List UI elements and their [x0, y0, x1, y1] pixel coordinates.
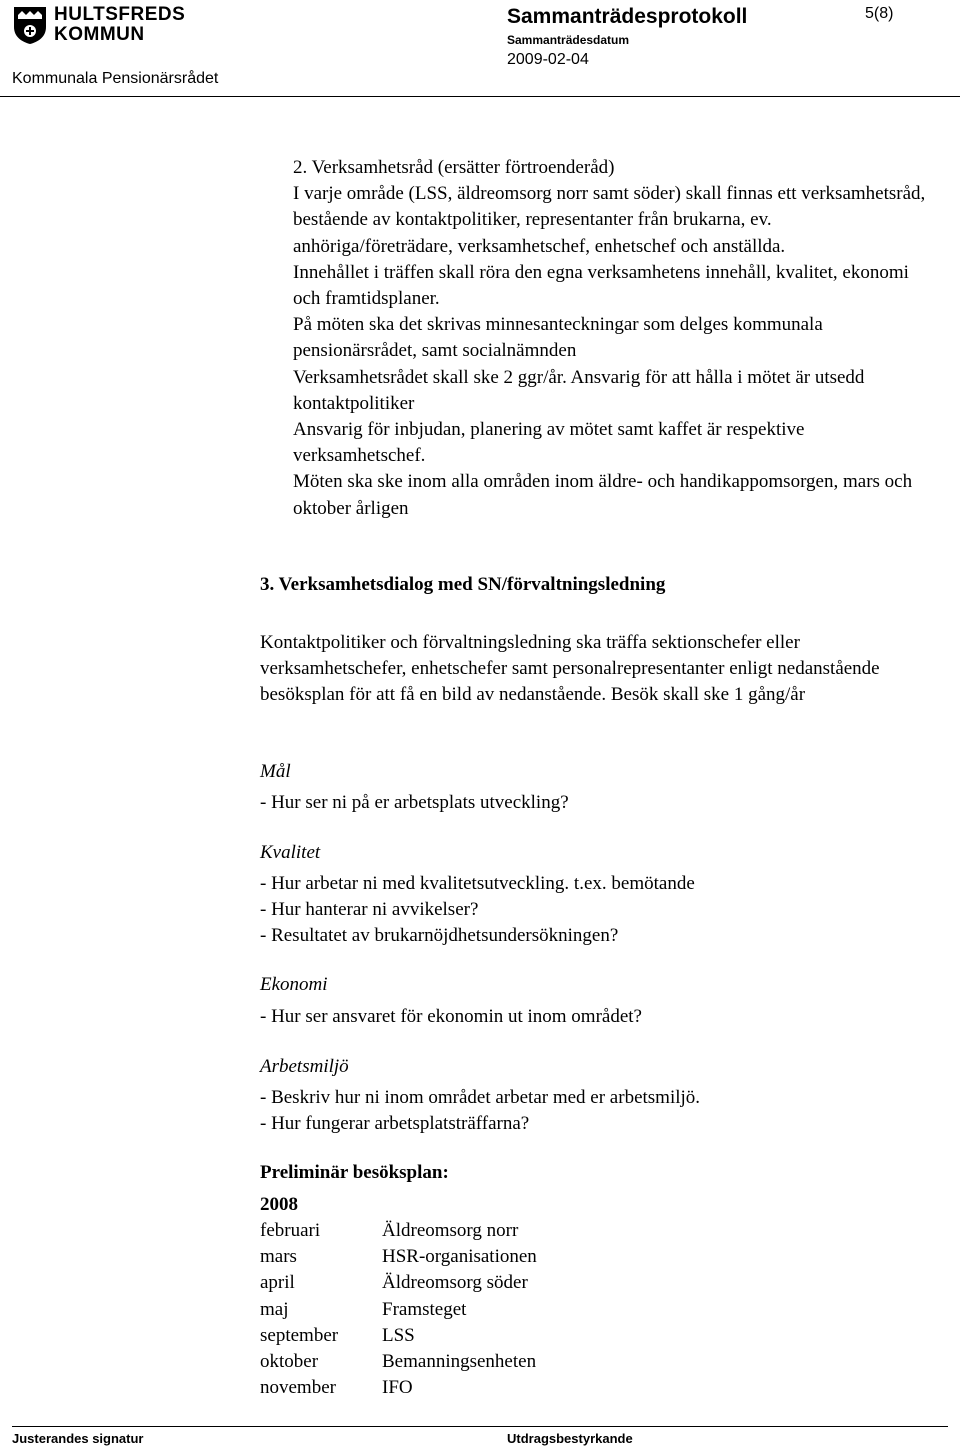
plan-unit: LSS — [382, 1324, 415, 1346]
item-2-line: På möten ska det skrivas minnesanteckningar som delges kommunala pensionärsrådet, samt socialnämnden — [293, 314, 823, 362]
section-3-heading: 3. Verksamhetsdialog med SN/förvaltningsledning — [260, 574, 666, 595]
meeting-date-value: 2009-02-04 — [507, 51, 589, 68]
topic-title: Arbetsmiljö — [260, 1056, 349, 1077]
plan-month: oktober — [260, 1351, 319, 1373]
table-row — [260, 1270, 537, 1296]
plan-unit: HSR-organisationen — [382, 1246, 537, 1268]
logo-line-2: KOMMUN — [54, 24, 145, 45]
visit-plan-table — [260, 1218, 537, 1401]
certification-label: Utdragsbestyrkande — [507, 1431, 633, 1446]
item-2-line: I varje område (LSS, äldreomsorg norr samt söder) skall finnas ett verksamhetsråd, bestående av kontaktpolitiker, representanter från brukarna, ev. anhöriga/företrädare, verksamhetschef, enhetschef och anställda. — [293, 183, 926, 257]
table-row — [260, 1323, 537, 1349]
visit-plan-heading: Preliminär besöksplan: — [260, 1162, 449, 1183]
plan-month: mars — [260, 1246, 297, 1268]
table-row — [260, 1297, 537, 1323]
plan-month: maj — [260, 1298, 289, 1320]
department-name: Kommunala Pensionärsrådet — [12, 70, 219, 87]
coat-of-arms-icon — [12, 5, 48, 45]
item-2-section — [293, 155, 933, 522]
section-3-paragraph: Kontaktpolitiker och förvaltningsledning ska träffa sektionschefer eller verksamhetschefer, enhetschefer samt personalrepresentanter enligt nedanstående besöksplan för att få en bild av nedanstående. Besök skall ske 1 gång/år — [260, 632, 880, 706]
table-row — [260, 1349, 537, 1375]
item-2-line: Ansvarig för inbjudan, planering av mötet samt kaffet är respektive verksamhetschef. — [293, 419, 805, 467]
topic-question: - Hur ser ni på er arbetsplats utveckling? — [260, 792, 569, 813]
item-2-line: Innehållet i träffen skall röra den egna verksamhetens innehåll, kvalitet, ekonomi och framtidsplaner. — [293, 261, 909, 310]
logo-line-1: HULTSFREDS — [54, 4, 186, 25]
table-row — [260, 1375, 537, 1401]
topic-question: - Beskriv hur ni inom området arbetar med er arbetsmiljö. — [260, 1087, 701, 1108]
meeting-date-label: Sammanträdesdatum — [507, 33, 630, 47]
page-number: 5(8) — [865, 5, 894, 22]
topic-question: - Hur hanterar ni avvikelser? — [260, 899, 479, 921]
plan-month: april — [260, 1272, 295, 1294]
plan-month: februari — [260, 1220, 321, 1241]
plan-unit: Äldreomsorg norr — [382, 1220, 519, 1241]
document-title: Sammanträdesprotokoll — [507, 5, 748, 28]
table-row — [260, 1218, 537, 1244]
topic-title: Kvalitet — [260, 842, 321, 863]
footer-divider — [12, 1426, 948, 1427]
plan-unit: Bemanningsenheten — [382, 1351, 537, 1373]
visit-plan-year: 2008 — [260, 1194, 298, 1215]
topic-question: - Resultatet av brukarnöjdhetsundersökningen? — [260, 925, 619, 947]
plan-unit: Framsteget — [382, 1298, 467, 1320]
header-divider — [0, 96, 960, 97]
topic-questions — [260, 1004, 642, 1030]
signature-label: Justerandes signatur — [12, 1431, 144, 1446]
item-2-line: Verksamhetsrådet skall ske 2 ggr/år. Ansvarig för att hålla i mötet är utsedd kontaktpolitiker — [293, 366, 865, 414]
topic-questions — [260, 790, 569, 816]
table-row — [260, 1244, 537, 1270]
municipality-logo — [12, 5, 242, 47]
topic-title: Mål — [260, 761, 291, 782]
plan-month: november — [260, 1377, 336, 1399]
item-2-line: Möten ska ske inom alla områden inom äldre- och handikappomsorgen, mars och oktober årligen — [293, 471, 913, 519]
topic-questions — [260, 1085, 700, 1137]
plan-unit: Äldreomsorg söder — [382, 1272, 528, 1294]
plan-month: september — [260, 1324, 339, 1346]
topic-question: - Hur fungerar arbetsplatsträffarna? — [260, 1113, 530, 1135]
topic-question: - Hur arbetar ni med kvalitetsutveckling. t.ex. bemötande — [260, 873, 695, 894]
topic-question: - Hur ser ansvaret för ekonomin ut inom området? — [260, 1006, 642, 1027]
item-2-line: 2. Verksamhetsråd (ersätter förtroenderåd) — [293, 157, 615, 178]
topic-title: Ekonomi — [260, 974, 328, 995]
plan-unit: IFO — [382, 1377, 413, 1399]
topic-questions — [260, 871, 695, 950]
